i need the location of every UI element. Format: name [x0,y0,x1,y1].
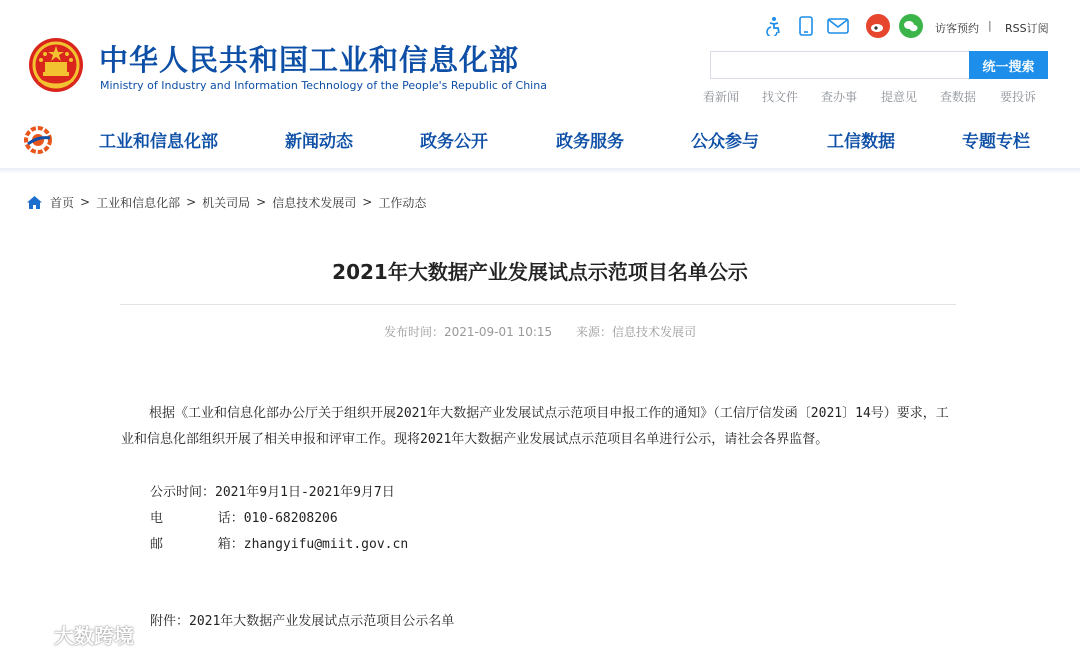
nav-item-gov-info[interactable]: 政务公开 [420,132,488,152]
top-link-separator: | [988,19,992,32]
breadcrumb-it-dept[interactable]: 信息技术发展司 [272,195,357,210]
publicity-period: 公示时间：2021年9月1日-2021年9月7日 [150,485,395,500]
quick-link-complaint[interactable]: 要投诉 [1000,90,1037,104]
mail-icon[interactable] [826,14,850,38]
article-title: 2021年大数据产业发展试点示范项目名单公示 [332,260,748,284]
search-button[interactable]: 统一搜索 [969,51,1048,79]
wechat-icon[interactable] [899,14,923,38]
nav-item-public[interactable]: 公众参与 [691,132,759,152]
breadcrumb-departments[interactable]: 机关司局 [202,195,251,210]
miit-logo-icon[interactable] [24,126,52,154]
main-nav [0,112,1080,168]
article-paragraph: 根据《工业和信息化部办公厅关于组织开展2021年大数据产业发展试点示范项目申报工作的通知》（工信厅信发函〔2021〕14号）要求，工业和信息化部组织开展了相关申报和评审工作。现将2021年大数据产业发展试点示范项目名单进行公示，请社会各界监督。 [121,406,949,447]
home-icon[interactable] [27,196,42,209]
breadcrumb-ministry[interactable]: 工业和信息化部 [96,195,181,210]
nav-item-ministry[interactable]: 工业和信息化部 [99,132,218,152]
watermark-text: 大数跨境 [54,624,134,648]
quick-link-services[interactable]: 查办事 [821,90,858,104]
contact-email: 邮 箱：zhangyifu@miit.gov.cn [150,537,409,552]
nav-item-data[interactable]: 工信数据 [827,132,895,152]
article-body [121,401,961,453]
weibo-icon[interactable] [866,14,890,38]
breadcrumb-work-news[interactable]: 工作动态 [378,195,427,210]
article-source: 来源：信息技术发展司 [575,325,696,339]
nav-item-topics[interactable]: 专题专栏 [962,132,1030,152]
breadcrumb: 首页 > 工业和信息化部 > 机关司局 > 信息技术发展司 > 工作动态 [27,194,426,210]
nav-item-news[interactable]: 新闻动态 [285,132,353,152]
rss-link[interactable]: RSS订阅 [1005,22,1049,35]
national-emblem-icon[interactable] [27,36,85,94]
title-divider [120,304,956,305]
visitor-appointment-link[interactable]: 访客预约 [935,22,979,35]
search-input[interactable] [710,51,970,79]
accessibility-icon[interactable] [762,14,786,38]
attachment-link[interactable]: 附件：2021年大数据产业发展试点示范项目公示名单 [150,614,455,629]
quick-link-news[interactable]: 看新闻 [703,90,740,104]
nav-item-gov-service[interactable]: 政务服务 [556,132,624,152]
watermark-logo-icon [10,623,50,647]
publish-time: 发布时间：2021-09-01 10:15 [384,325,553,339]
watermark [10,620,134,649]
site-header [0,0,1080,110]
quick-links [703,88,1048,104]
site-title[interactable]: 中华人民共和国工业和信息化部 [99,43,520,77]
mobile-icon[interactable] [794,14,818,38]
article-meta [0,323,1080,340]
quick-link-feedback[interactable]: 提意见 [881,90,918,104]
contact-phone: 电 话：010-68208206 [150,511,338,526]
quick-link-data[interactable]: 查数据 [940,90,977,104]
nav-divider [0,168,1080,174]
breadcrumb-home[interactable]: 首页 [50,195,75,210]
site-title-english: Ministry of Industry and Information Technology of the People's Republic of China [100,79,547,92]
quick-link-files[interactable]: 找文件 [762,90,799,104]
